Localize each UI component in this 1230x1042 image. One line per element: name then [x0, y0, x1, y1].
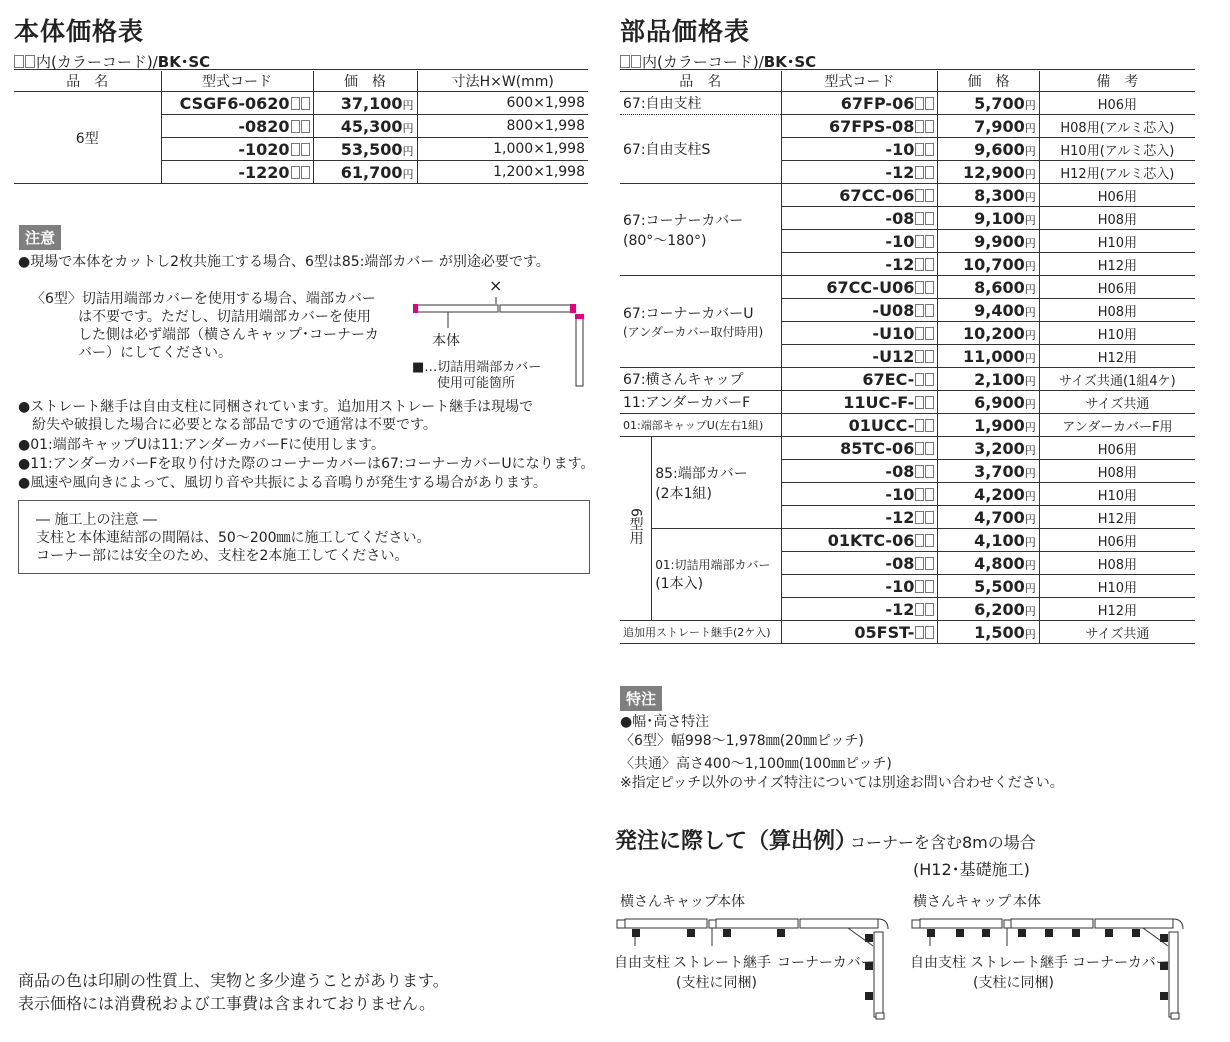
table-row: -U08 9,400円 H08用: [620, 299, 1195, 322]
footer-note-1: 商品の色は印刷の性質上、実物と多少違うことがあります。: [18, 971, 449, 990]
special-line-1: ●幅･高さ特注: [620, 714, 710, 730]
main-title: 本体価格表: [14, 17, 145, 46]
bullet-3: ●11:アンダーカバーFを取り付けた際のコーナーカバーは67:コーナーカバーUになります。: [18, 456, 595, 472]
special-label: 特注: [620, 686, 662, 711]
table-row: 追加用ストレート継手(2ケ入) 05FST- 1,500円 サイズ共通: [620, 621, 1195, 644]
parts-color-code: 内(カラーコード)/BK･SC: [620, 51, 816, 72]
table-row: 67:自由支柱 67FP-06 5,700円 H06用: [620, 92, 1195, 115]
table-row: -10 9,600円 H10用(アルミ芯入): [620, 138, 1195, 161]
header-code: 型式コード: [161, 71, 313, 92]
table-row: 6型 CSGF6-0620 37,100円 600×1,998: [14, 92, 588, 115]
table-row: -12 4,700円 H12用: [620, 506, 1195, 529]
table-row: 67:コーナーカバー (80°～180°) 67CC-06 8,300円 H06用: [620, 184, 1195, 207]
caution-sub-2: は不要です。ただし、切詰用端部カバーを使用: [78, 309, 371, 325]
header-price: 価 格: [938, 71, 1039, 92]
diagram-legend-2: 使用可能箇所: [437, 376, 516, 391]
table-row: -08 4,800円 H08用: [620, 552, 1195, 575]
order-subtitle-2: (H12･基礎施工): [913, 860, 1030, 879]
caution-line: ●現場で本体をカットし2枚共施工する場合、6型は85:端部カバー が別途必要です。: [18, 254, 550, 270]
special-line-2: 〈6型〉幅998～1,978㎜(20㎜ピッチ): [620, 733, 864, 749]
table-row: -10 9,900円 H10用: [620, 230, 1195, 253]
table-row: 67:コーナーカバーU (アンダーカバー取付時用) 67CC-U06 8,600円 H06用: [620, 276, 1195, 299]
table-row: -1220 61,700円 1,200×1,998: [14, 161, 588, 184]
main-price-table: [14, 71, 588, 184]
divider: [14, 69, 588, 70]
divider: [620, 69, 1195, 70]
cross-mark: ×: [489, 276, 503, 295]
bullet-2: ●01:端部キャップUは11:アンダーカバーFに使用します。: [18, 437, 386, 453]
table-row: -08 3,700円 H08用: [620, 460, 1195, 483]
six-type-label: 6型用: [620, 437, 652, 621]
special-line-4: ※指定ピッチ以外のサイズ特注については別途お問い合わせください。: [620, 775, 1064, 791]
color-square-icon: [631, 55, 641, 68]
header-price: 価 格: [313, 71, 417, 92]
table-row: 6型用 85:端部カバー (2本1組) 85TC-06 3,200円 H06用: [620, 437, 1195, 460]
table-row: -0820 45,300円 800×1,998: [14, 115, 588, 138]
diagram-body-label: 本体: [432, 333, 460, 349]
diagram-legend: ■…切詰用端部カバー: [412, 360, 542, 375]
table-row: 01:切詰用端部カバー (1本入) 01KTC-06 4,100円 H06用: [620, 529, 1195, 552]
special-line-3: 〈共通〉高さ400～1,100㎜(100㎜ピッチ): [620, 756, 892, 772]
table-row: -1020 53,500円 1,000×1,998: [14, 138, 588, 161]
main-color-code: 内(カラーコード)/BK･SC: [14, 51, 210, 72]
color-square-icon: [25, 55, 35, 68]
header-name: 品 名: [14, 71, 161, 92]
table-row: -12 6,200円 H12用: [620, 598, 1195, 621]
table-row: -08 9,100円 H08用: [620, 207, 1195, 230]
table-row: -12 12,900円 H12用(アルミ芯入): [620, 161, 1195, 184]
table-row: -10 4,200円 H10用: [620, 483, 1195, 506]
bullet-4: ●風速や風向きによって、風切り音や共振による音鳴りが発生する場合があります。: [18, 475, 547, 491]
header-dim: 寸法H×W(mm): [417, 71, 588, 92]
table-row: -12 10,700円 H12用: [620, 253, 1195, 276]
construction-notice-box: [18, 500, 590, 574]
caution-label: 注意: [19, 225, 61, 250]
color-square-icon: [14, 55, 24, 68]
order-subtitle: コーナーを含む8mの場合: [850, 833, 1036, 852]
table-row: -10 5,500円 H10用: [620, 575, 1195, 598]
construction-line-1: 支柱と本体連結部の間隔は、50～200㎜に施工してください。: [36, 530, 431, 546]
table-row: 11:アンダーカバーF 11UC-F- 6,900円 サイズ共通: [620, 391, 1195, 414]
construction-title: ― 施工上の注意 ―: [36, 512, 157, 528]
bullet-1: ●ストレート継手は自由支柱に同梱されています。追加用ストレート継手は現場で: [18, 399, 534, 415]
parts-price-table: [620, 71, 1195, 644]
bullet-1b: 紛失や破損した場合に必要となる部品ですので通常は不要です。: [18, 417, 437, 433]
table-row: 67:自由支柱S 67FPS-08 7,900円 H08用(アルミ芯入): [620, 115, 1195, 138]
table-row: 67:横さんキャップ 67EC- 2,100円 サイズ共通(1組4ケ): [620, 368, 1195, 391]
parts-title: 部品価格表: [620, 17, 751, 46]
header-name: 品 名: [620, 71, 781, 92]
construction-line-2: コーナー部には安全のため、支柱を2本施工してください。: [36, 548, 409, 564]
header-code: 型式コード: [781, 71, 938, 92]
table-row: 01:端部キャップU(左右1組) 01UCC- 1,900円 アンダーカバーF用: [620, 414, 1195, 437]
caution-sub-3: した側は必ず端部（横さんキャップ･コーナーカ: [78, 327, 379, 343]
order-title: 発注に際して（算出例）: [615, 829, 858, 854]
header-note: 備 考: [1039, 71, 1195, 92]
caution-sub-4: バー）にしてください。: [78, 345, 232, 361]
table-row: -U12 11,000円 H12用: [620, 345, 1195, 368]
footer-note-2: 表示価格には消費税および工事費は含まれておりません。: [18, 994, 435, 1013]
table-row: -U10 10,200円 H10用: [620, 322, 1195, 345]
caution-sub-1: 〈6型〉切詰用端部カバーを使用する場合、端部カバー: [31, 291, 376, 307]
product-name: 6型: [14, 92, 161, 184]
color-square-icon: [620, 55, 630, 68]
